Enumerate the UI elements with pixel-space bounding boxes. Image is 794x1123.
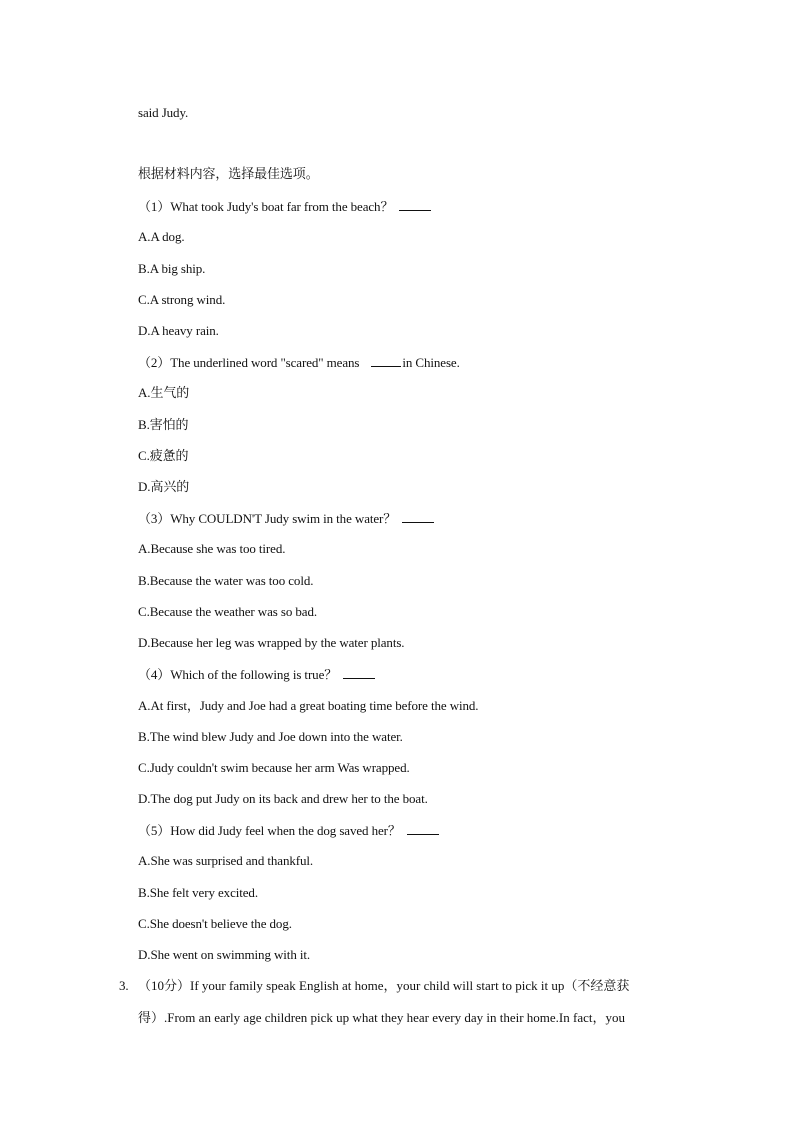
answer-blank bbox=[407, 822, 439, 835]
question-2-option-a: A.生气的 bbox=[138, 385, 190, 400]
question-4-option-d: D.The dog put Judy on its back and drew her to the boat. bbox=[138, 791, 428, 806]
question-3-option-b: B.Because the water was too cold. bbox=[138, 573, 314, 588]
question-3-passage-line-1: （10分）If your family speak English at home，your child will start to pick it up（不经意获 bbox=[138, 978, 630, 993]
question-3-text: （3）Why COULDN'T Judy swim in the water？ bbox=[138, 511, 397, 526]
question-5-option-b: B.She felt very excited. bbox=[138, 885, 258, 900]
question-3-option-d: D.Because her leg was wrapped by the water plants. bbox=[138, 635, 405, 650]
instruction: 根据材料内容，选择最佳选项。 bbox=[138, 167, 319, 182]
question-4-text: （4）Which of the following is true？ bbox=[138, 667, 338, 682]
answer-blank bbox=[402, 510, 434, 523]
intro-tail: said Judy. bbox=[138, 105, 189, 120]
question-1-option-b: B.A big ship. bbox=[138, 261, 206, 276]
question-5-option-c: C.She doesn't believe the dog. bbox=[138, 916, 292, 931]
answer-blank bbox=[343, 666, 375, 679]
question-5-option-a: A.She was surprised and thankful. bbox=[138, 853, 314, 868]
question-1-option-c: C.A strong wind. bbox=[138, 292, 226, 307]
question-1-option-d: D.A heavy rain. bbox=[138, 323, 219, 338]
question-3-option-c: C.Because the weather was so bad. bbox=[138, 604, 317, 619]
question-5-stem bbox=[138, 822, 439, 839]
question-4-option-c: C.Judy couldn't swim because her arm Was wrapped. bbox=[138, 760, 410, 775]
question-4-stem bbox=[138, 666, 375, 683]
question-1-stem bbox=[138, 198, 431, 215]
question-4-option-b: B.The wind blew Judy and Joe down into the water. bbox=[138, 729, 403, 744]
question-2-text-before: （2）The underlined word "scared" means bbox=[138, 355, 360, 370]
question-2-option-c: C.疲惫的 bbox=[138, 448, 189, 463]
question-3-option-a: A.Because she was too tired. bbox=[138, 541, 286, 556]
question-2-option-b: B.害怕的 bbox=[138, 417, 189, 432]
question-2-stem bbox=[138, 354, 460, 371]
question-1-option-a: A.A dog. bbox=[138, 229, 185, 244]
question-1-text: （1）What took Judy's boat far from the beach？ bbox=[138, 199, 394, 214]
question-3-number: 3. bbox=[119, 978, 129, 993]
question-5-option-d: D.She went on swimming with it. bbox=[138, 947, 311, 962]
question-3-passage-line-2: 得）.From an early age children pick up what they hear every day in their home.In fact，you bbox=[138, 1010, 625, 1025]
question-5-text: （5）How did Judy feel when the dog saved her？ bbox=[138, 823, 401, 838]
question-2-text-after: in Chinese. bbox=[402, 355, 460, 370]
answer-blank bbox=[399, 198, 431, 211]
question-4-option-a: A.At first，Judy and Joe had a great boating time before the wind. bbox=[138, 698, 479, 713]
question-2-option-d: D.高兴的 bbox=[138, 479, 190, 494]
answer-blank bbox=[371, 354, 401, 367]
question-3-stem bbox=[138, 510, 434, 527]
